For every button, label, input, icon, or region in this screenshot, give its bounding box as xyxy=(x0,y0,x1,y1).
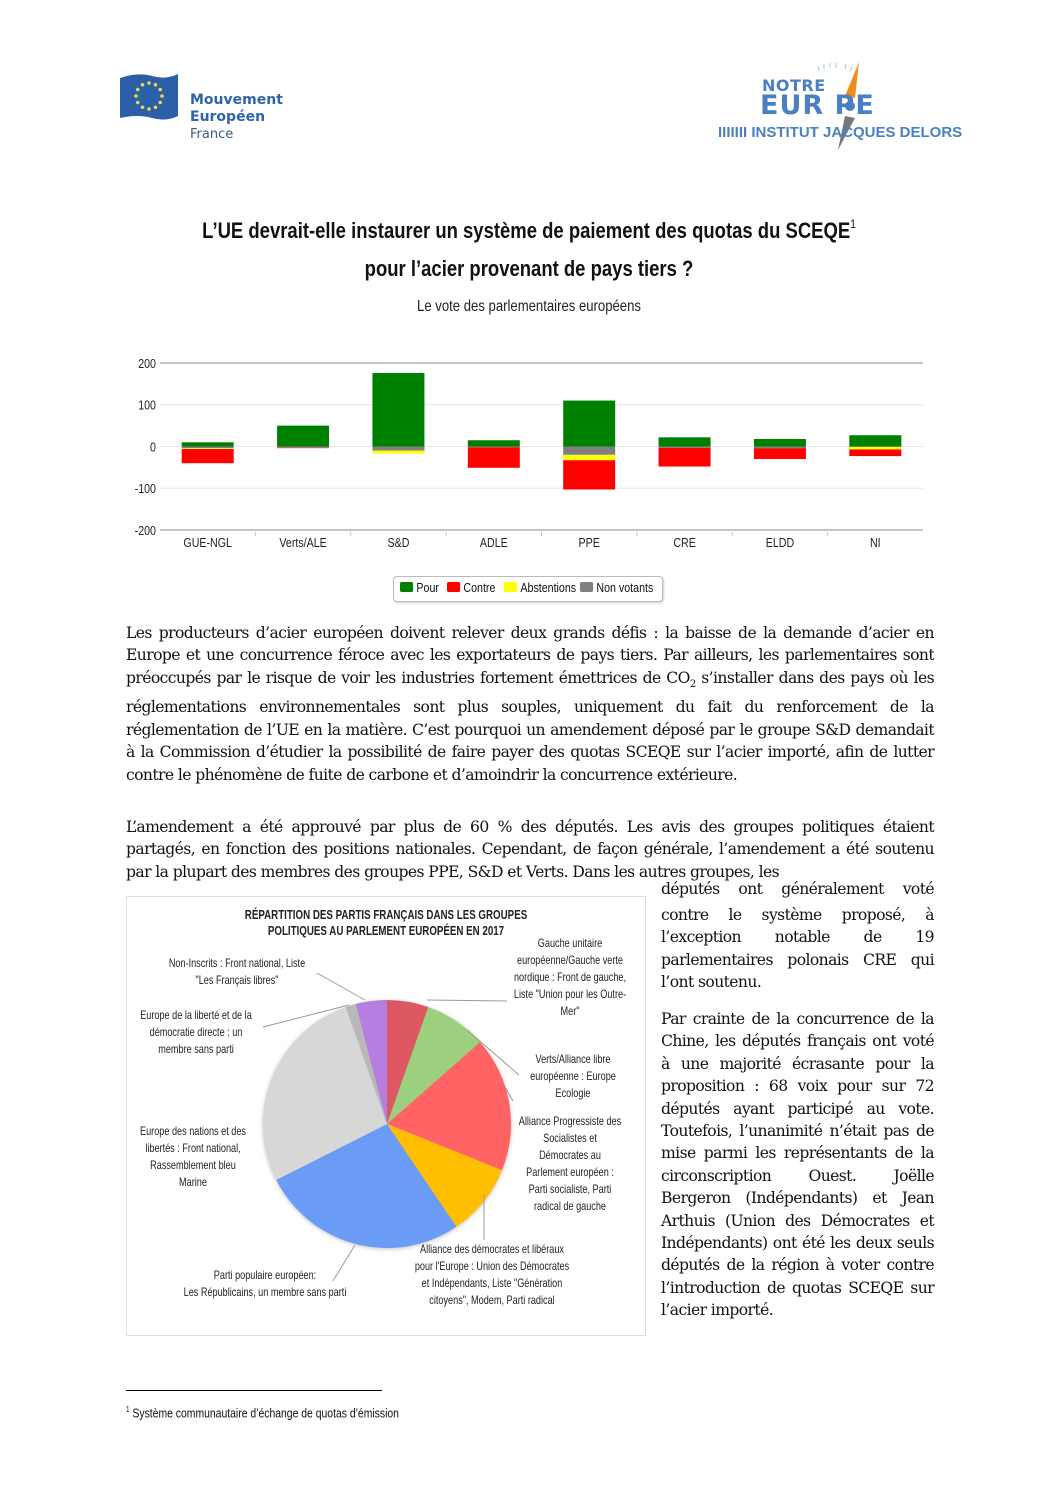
logo-line-2: Européen xyxy=(190,109,266,125)
x-tick-label: S&D xyxy=(387,534,410,551)
party-pie-chart xyxy=(126,896,646,1336)
page-title xyxy=(169,205,890,288)
y-tick-label: 100 xyxy=(138,397,156,414)
legend-swatch-contre xyxy=(447,582,460,592)
notre-europe-logo xyxy=(718,58,963,154)
paragraph-2-continued: députés ont généralement voté xyxy=(661,880,934,898)
bar-pour xyxy=(563,401,615,447)
pie-label-line: Parti populaire européen: xyxy=(213,1268,317,1282)
y-tick-label: -200 xyxy=(134,522,156,539)
legend-item-pour: Pour xyxy=(400,580,439,595)
legend-item-non-votants: Non votants xyxy=(580,580,653,595)
bar-pour xyxy=(372,373,424,446)
bar-pour xyxy=(659,437,711,446)
pie-label-line: citoyens", Modem, Parti radical xyxy=(429,1293,555,1307)
paragraph-2: L’amendement a été approuvé par plus de 60 % des députés. Les avis des groupes politiques étaient partagés, en fonction des positions nationales. Cependant, de façon générale, l’amendement a été soutenu par la plupart des membres des groupes PPE, S&D et Verts. Dans les autres groupes, les xyxy=(126,818,934,881)
eu-star-icon xyxy=(154,105,158,109)
leader-gue xyxy=(427,1000,507,1001)
eu-star-icon xyxy=(158,101,162,105)
eu-flag-icon xyxy=(118,72,180,120)
logo-line-1: Mouvement xyxy=(190,92,283,108)
bar-non-votants xyxy=(754,447,806,449)
bar-abstentions xyxy=(182,448,234,449)
bar-abstentions xyxy=(563,455,615,460)
paragraph-3: Par crainte de la concurrence de la Chine, les députés français ont voté à une majorité écrasante pour la proposition : 68 voix pour sur 72 députés ayant participé au vote. Toutefois, l’unanimité n’était pas de mise parmi les représentants de la circonscription Ouest. Joëlle Bergeron (Indépendants) et Jean Arthuis (Union des Démocrates et Indépendants) ont été les deux seuls députés de la région à voter contre l’introduction de quotas SCEQE sur l’acier importé. xyxy=(661,1010,934,1320)
x-tick-label: NI xyxy=(869,534,881,551)
pie-label-line: Les Républicains, un membre sans parti xyxy=(183,1285,347,1299)
legend-swatch-pour xyxy=(400,582,413,592)
bar-non-votants xyxy=(277,447,329,448)
pie-label-line: Alliance des démocrates et libéraux xyxy=(420,1242,564,1256)
bar-contre xyxy=(849,449,901,456)
pie-label-efdd xyxy=(139,1007,253,1058)
pie-label-line: libertés : Front national, xyxy=(145,1141,241,1155)
pie-label-enl xyxy=(140,1123,246,1191)
bar-non-votants xyxy=(563,447,615,455)
x-tick-label: CRE xyxy=(673,534,696,551)
eu-star-icon xyxy=(134,94,138,98)
logo-institut: IIIIIII INSTITUT JACQUES DELORS xyxy=(718,124,963,141)
paragraph-2-end: contre le système proposé, à l’exception notable de 19 parlementaires polonais CRE qui l’ont soutenu. xyxy=(661,906,934,992)
pie-label-ppe xyxy=(175,1267,354,1301)
bar-contre xyxy=(659,448,711,467)
bar-pour xyxy=(754,439,806,447)
eu-star-icon xyxy=(141,105,145,109)
bar-contre xyxy=(563,460,615,489)
pie-label-line: Alliance Progressiste des xyxy=(518,1114,622,1128)
bar-non-votants xyxy=(372,447,424,451)
eu-star-icon xyxy=(136,101,140,105)
x-tick-label: ELDD xyxy=(765,534,795,551)
leader-ni xyxy=(317,973,365,1000)
x-tick-label: Verts/ALE xyxy=(279,534,327,551)
pie-label-line: démocratie directe : un xyxy=(149,1025,243,1039)
bar-abstentions xyxy=(372,451,424,454)
bar-non-votants xyxy=(182,447,234,449)
eu-star-icon xyxy=(158,88,162,92)
y-tick-label: 200 xyxy=(138,355,156,372)
bar-pour xyxy=(277,426,329,447)
x-tick-label: PPE xyxy=(578,534,600,551)
pie-label-sd xyxy=(513,1113,627,1215)
eu-star-icon xyxy=(147,81,151,85)
eu-star-icon xyxy=(154,83,158,87)
pie-label-ni xyxy=(161,955,313,989)
legend-swatch-non-votants xyxy=(580,582,593,592)
eu-star-icon xyxy=(147,107,151,111)
pie-title: RÉPARTITION DES PARTIS FRANÇAIS DANS LES GROUPES POLITIQUES AU PARLEMENT EUROPÉEN EN 2017 xyxy=(244,908,528,938)
eu-star-icon xyxy=(136,88,140,92)
pie-label-line: européenne/Gauche verte xyxy=(517,953,623,967)
mouvement-europeen-logo xyxy=(118,70,298,150)
pie-label-line: Mer" xyxy=(560,1004,580,1018)
logo-notre: NOTRE xyxy=(762,76,826,95)
pie-label-line: Europe de la liberté et de la xyxy=(140,1008,252,1022)
footnote: $^1$ Système communautaire d’échange de quotas d’émission xyxy=(126,1405,399,1421)
pie-label-line: Verts/Alliance libre xyxy=(535,1052,611,1066)
footnote-separator xyxy=(126,1390,382,1391)
vote-bar-chart xyxy=(120,345,940,565)
bar-contre xyxy=(754,448,806,459)
eu-star-icon xyxy=(160,94,164,98)
y-tick-label: -100 xyxy=(134,481,156,497)
logo-europe: EUR PE xyxy=(760,90,875,121)
bar-pour xyxy=(849,435,901,446)
paragraph-1: Les producteurs d’acier européen doivent relever deux grands défis : la baisse de la demande d’acier en Europe et une concurrence féroce avec les exportateurs de pays tiers. Par ailleurs, les parlementaires sont préoccupés par le risque de voir les industries fortement émettrices de $CO_2$ s’installer dans des pays où les réglementations environnementales sont plus souples, uniquement du fait du renforcement de la réglementation de l’UE en la matière. C’est pourquoi un amendement déposé par le groupe S&D demandait à la Commission d’étudier la possibilité de faire payer des quotas SCEQE sur l’acier importé, afin de lutter contre le phénomène de fuite de carbone et d’amoindrir la concurrence extérieure. xyxy=(126,624,935,784)
title-line-1: L’UE devrait-elle instaurer un système de paiement des quotas du SCEQE xyxy=(202,218,851,243)
pie-label-line: Socialistes et xyxy=(543,1131,597,1145)
legend-item-abstentions: Abstentions xyxy=(504,580,576,595)
legend-swatch-abstentions xyxy=(504,582,517,592)
pie-label-line: Europe des nations et des xyxy=(140,1124,246,1138)
pie-label-line: membre sans parti xyxy=(158,1042,234,1056)
pie-label-line: Parti socialiste, Parti xyxy=(528,1182,612,1196)
pie-label-line: radical de gauche xyxy=(533,1199,606,1213)
pie-label-verts xyxy=(520,1051,626,1102)
bar-non-votants xyxy=(468,447,520,448)
legend-item-contre: Contre xyxy=(447,580,495,595)
y-tick-label: 0 xyxy=(150,439,156,455)
pie-label-alde xyxy=(405,1241,580,1309)
pie-label-line: Marine xyxy=(179,1175,207,1189)
pie-label-line: Parlement européen : xyxy=(526,1165,614,1179)
pie-label-line: "Les Français libres" xyxy=(195,973,279,987)
bar-pour xyxy=(182,442,234,446)
pie-label-line: et Indépendants, Liste "Génération xyxy=(421,1276,563,1290)
x-tick-label: GUE-NGL xyxy=(183,534,232,551)
pie-label-line: nordique : Front de gauche, xyxy=(513,970,627,984)
eu-star-icon xyxy=(141,83,145,87)
pie-label-line: Ecologie xyxy=(555,1086,591,1100)
pie-label-line: Liste "Union pour les Outre- xyxy=(513,987,627,1001)
bar-contre xyxy=(468,447,520,467)
x-tick-label: ADLE xyxy=(479,534,508,551)
pie-label-gue xyxy=(513,935,627,1020)
pie-label-line: Rassemblement bleu xyxy=(150,1158,236,1172)
title-line-2: pour l’acier provenant de pays tiers ? xyxy=(364,256,694,281)
bar-contre xyxy=(182,449,234,463)
pie-label-line: pour l'Europe : Union des Démocrates xyxy=(414,1259,570,1273)
logo-line-3: France xyxy=(190,127,234,142)
pie-label-line: européenne : Europe xyxy=(530,1069,616,1083)
footnote-ref[interactable]: 1 xyxy=(850,217,856,231)
bar-pour xyxy=(468,440,520,446)
bar-abstentions xyxy=(849,447,901,450)
bar-non-votants xyxy=(659,447,711,448)
pie-label-line: Démocrates au xyxy=(539,1148,601,1162)
chart-legend xyxy=(393,576,663,602)
chart-subtitle: Le vote des parlementaires européens xyxy=(417,298,641,315)
pie-label-line: Non-Inscrits : Front national, Liste xyxy=(168,956,306,970)
pie-label-line: Gauche unitaire xyxy=(537,936,603,950)
